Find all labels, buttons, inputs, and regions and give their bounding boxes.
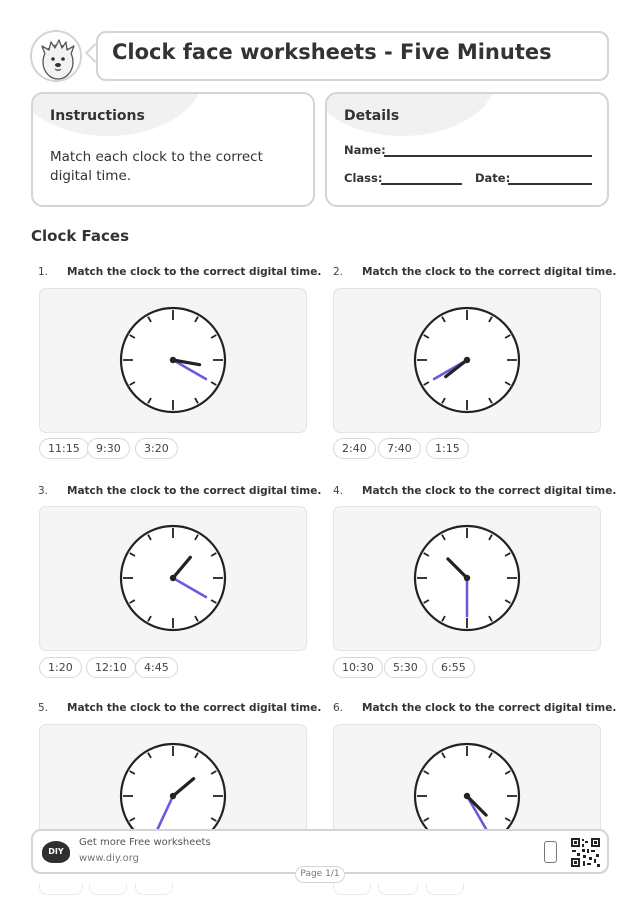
clock-center — [464, 575, 470, 581]
question-prompt: Match the clock to the correct digital time. — [362, 266, 617, 278]
answer-option[interactable]: 9:30 — [87, 438, 130, 459]
answer-option[interactable]: 11:15 — [39, 438, 89, 459]
qr-code-icon — [570, 837, 601, 868]
question-number: 3. — [38, 485, 49, 497]
answer-option[interactable]: 1:20 — [39, 657, 82, 678]
instructions-box — [31, 92, 315, 207]
clock-face-icon — [412, 305, 522, 415]
clock-center — [170, 793, 176, 799]
clock-center — [170, 357, 176, 363]
answer-option-placeholder — [426, 883, 464, 895]
question-prompt: Match the clock to the correct digital time. — [362, 702, 617, 714]
instructions-text: Match each clock to the correct digital time. — [50, 149, 263, 184]
answer-option[interactable]: 6:55 — [432, 657, 475, 678]
question-number: 1. — [38, 266, 49, 278]
phone-icon — [544, 841, 557, 863]
question-prompt: Match the clock to the correct digital time. — [362, 485, 617, 497]
page-title: Clock face worksheets - Five Minutes — [112, 40, 552, 64]
question-number: 6. — [333, 702, 344, 714]
footer-title: Get more Free worksheets — [79, 837, 211, 848]
answer-option[interactable]: 2:40 — [333, 438, 376, 459]
question-prompt: Match the clock to the correct digital time. — [67, 485, 322, 497]
clock-face-icon — [118, 523, 228, 633]
date-field[interactable] — [508, 183, 592, 185]
question-prompt: Match the clock to the correct digital time. — [67, 702, 322, 714]
clock-card — [333, 288, 601, 433]
class-label: Class: — [344, 171, 383, 185]
answer-option-placeholder — [89, 883, 127, 895]
answer-option-placeholder — [333, 883, 371, 895]
diy-logo: DIY — [42, 841, 70, 863]
class-field[interactable] — [381, 183, 462, 185]
mascot-avatar — [30, 30, 82, 82]
answer-option[interactable]: 3:20 — [135, 438, 178, 459]
answer-option-placeholder — [378, 883, 418, 895]
instructions-heading: Instructions — [50, 108, 145, 124]
section-title: Clock Faces — [31, 227, 130, 245]
clock-face-icon — [118, 305, 228, 415]
answer-option[interactable]: 5:30 — [384, 657, 427, 678]
clock-card — [39, 506, 307, 651]
answer-option[interactable]: 4:45 — [135, 657, 178, 678]
clock-center — [464, 357, 470, 363]
answer-option-placeholder — [39, 883, 83, 895]
question-number: 5. — [38, 702, 49, 714]
answer-option-placeholder — [135, 883, 173, 895]
page-indicator: Page 1/1 — [295, 866, 345, 883]
details-box — [325, 92, 609, 207]
name-label: Name: — [344, 143, 386, 157]
name-field[interactable] — [384, 155, 592, 157]
question-number: 4. — [333, 485, 344, 497]
details-heading: Details — [344, 108, 400, 124]
clock-card — [333, 506, 601, 651]
answer-option[interactable]: 10:30 — [333, 657, 383, 678]
clock-card — [39, 288, 307, 433]
question-number: 2. — [333, 266, 344, 278]
answer-option[interactable]: 12:10 — [86, 657, 136, 678]
question-prompt: Match the clock to the correct digital time. — [67, 266, 322, 278]
clock-center — [464, 793, 470, 799]
clock-face-icon — [412, 523, 522, 633]
clock-center — [170, 575, 176, 581]
date-label: Date: — [475, 171, 511, 185]
footer-url[interactable]: www.diy.org — [79, 853, 139, 864]
mascot-icon — [32, 32, 82, 82]
answer-option[interactable]: 1:15 — [426, 438, 469, 459]
answer-option[interactable]: 7:40 — [378, 438, 421, 459]
